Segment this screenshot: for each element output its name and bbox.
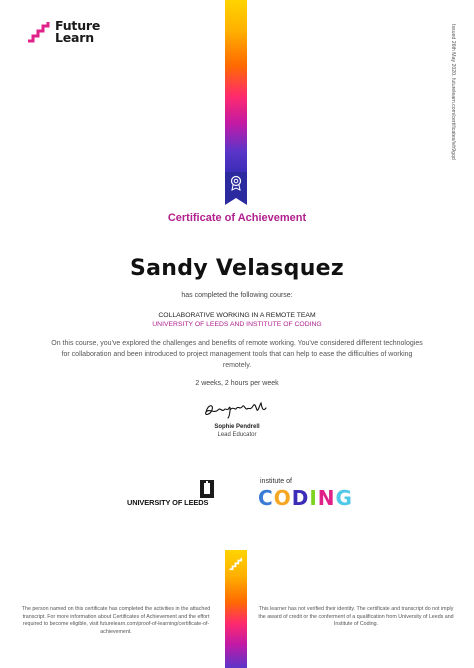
ioc-wordmark xyxy=(258,487,353,509)
award-badge-icon xyxy=(229,175,243,191)
ribbon-bottom xyxy=(225,550,247,668)
footer-left-note: The person named on this certificate has completed the activities in the attached transcript. For more information about Certificates of Achievement and the effort required to become eligible, visit futurelearn.com/proof-of-learning/certificate-of-achievement. xyxy=(21,606,211,635)
signer-role: Lead Educator xyxy=(217,432,257,438)
signer-name: Sophie Pendrell xyxy=(214,424,260,430)
footer-right-note: This learner has not verified their identity. The certificate and transcript do not imply the award of credit or the conferment of a qualification from University of Leeds and Institute of Coding. xyxy=(258,606,454,627)
ioc-letter: C xyxy=(258,486,274,510)
course-duration: 2 weeks, 2 hours per week xyxy=(195,380,279,387)
course-provider: UNIVERSITY OF LEEDS AND INSTITUTE OF CODING xyxy=(152,321,322,328)
completed-text: has completed the following course: xyxy=(181,292,293,299)
ioc-letter: G xyxy=(335,486,353,510)
ioc-letter: N xyxy=(317,486,336,510)
leeds-crest-icon xyxy=(200,480,214,498)
ioc-top-text: institute of xyxy=(260,478,292,485)
course-block xyxy=(0,311,474,329)
ribbon-top xyxy=(225,0,247,172)
futurelearn-logo xyxy=(27,20,100,44)
ioc-letter: O xyxy=(273,486,292,510)
institute-of-coding-logo xyxy=(258,478,370,512)
futurelearn-stairs-icon xyxy=(229,557,243,571)
issued-note xyxy=(446,24,458,284)
course-description: On this course, you've explored the challenges and benefits of remote working. You've considered different technologies for collaboration and been introduced to project management tools that can help to ease the difficulties of working remotely. xyxy=(51,340,423,369)
issued-note-text: Issued 26th May 2020. futurelearn.com/certificates/ivh9gqd xyxy=(450,24,456,160)
leeds-wordmark: UNIVERSITY OF LEEDS xyxy=(127,498,209,507)
logo-text xyxy=(55,20,100,44)
learner-name: Sandy Velasquez xyxy=(130,256,344,281)
signature-image xyxy=(200,398,272,422)
futurelearn-stairs-icon xyxy=(27,20,51,44)
logo-line-2: Learn xyxy=(55,30,94,45)
logo-line-1: Future xyxy=(55,18,101,33)
ioc-letter: D xyxy=(291,486,310,510)
university-of-leeds-logo xyxy=(127,480,215,506)
course-name: COLLABORATIVE WORKING IN A REMOTE TEAM xyxy=(158,312,316,319)
ioc-letter: I xyxy=(309,486,318,510)
certificate-title: Certificate of Achievement xyxy=(167,212,307,224)
